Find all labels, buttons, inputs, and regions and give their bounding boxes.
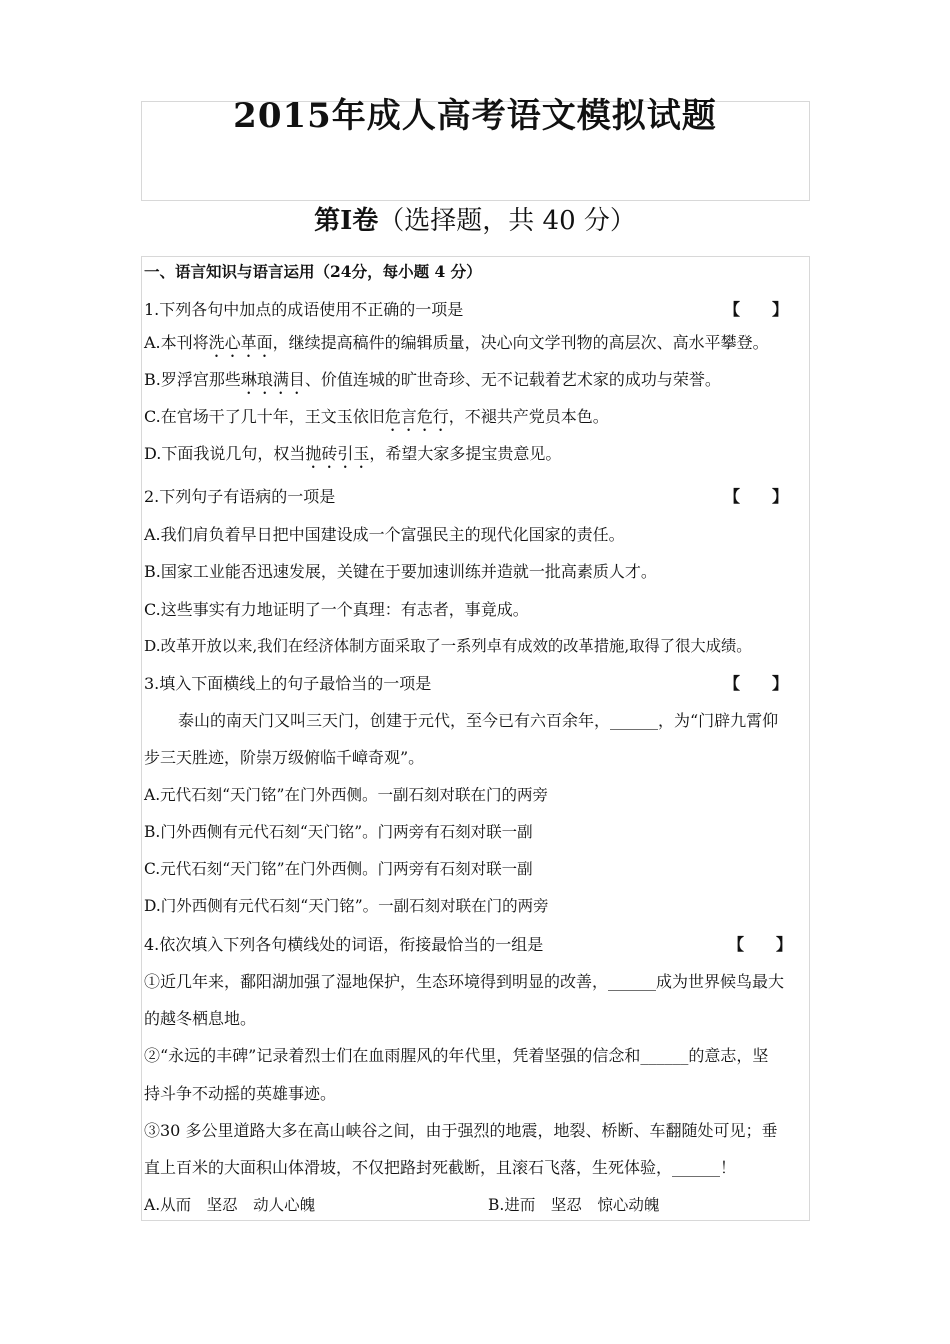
- page-title: 2015年成人高考语文模拟试题: [233, 96, 717, 136]
- question-3-passage-line2: 步三天胜迹，阶崇万级俯临千嶂奇观”。: [144, 748, 425, 767]
- answer-bracket-4: 【 】: [728, 935, 793, 954]
- question-4-stem: 4.依次填入下列各句横线处的词语，衔接最恰当的一组是: [144, 935, 544, 954]
- part-heading: [0, 200, 950, 237]
- question-4-option-b: B.进而 坚忍 惊心动魄: [488, 1196, 660, 1214]
- question-4-sentence-1: ①近几年来，鄱阳湖加强了湿地保护，生态环境得到明显的改善，______成为世界候鸟最大: [144, 972, 785, 991]
- question-1-option-a: [144, 330, 769, 361]
- answer-bracket-3: 【 】: [724, 674, 789, 693]
- question-3-passage-line1: 泰山的南天门又叫三天门，创建于元代，至今已有六百余年，______，为“门辟九霄仰: [178, 711, 779, 730]
- question-4-sentence-1-cont: 的越冬栖息地。: [144, 1009, 257, 1028]
- option-text: B.罗浮宫那些: [144, 370, 241, 389]
- question-2-option-b: B.国家工业能否迅速发展，关键在于要加速训练并造就一批高素质人才。: [144, 562, 657, 581]
- question-4-option-a: A.从而 坚忍 动人心魄: [144, 1196, 316, 1214]
- option-text: ，希望大家多提宝贵意见。: [369, 444, 562, 463]
- question-2-option-c: C.这些事实有力地证明了一个真理：有志者，事竟成。: [144, 600, 529, 619]
- part-note: （选择题，共 40 分）: [378, 206, 636, 236]
- answer-bracket-2: 【 】: [724, 487, 789, 506]
- dotted-idiom: 危言危行: [384, 407, 449, 426]
- option-text: 、价值连城的旷世奇珍、无不记载着艺术家的成功与荣誉。: [304, 370, 721, 389]
- question-3-stem: 3.填入下面横线上的句子最恰当的一项是: [144, 674, 432, 693]
- question-3-option-b: B.门外西侧有元代石刻“天门铭”。门两旁有石刻对联一副: [144, 823, 533, 841]
- question-3-option-c: C.元代石刻“天门铭”在门外西侧。门两旁有石刻对联一副: [144, 860, 533, 878]
- section-heading: 一、语言知识与语言运用（24分，每小题 4 分）: [144, 262, 482, 281]
- question-4-sentence-2: ②“永远的丰碑”记录着烈士们在血雨腥风的年代里，凭着坚强的信念和______的意志，坚: [144, 1046, 769, 1065]
- question-4-sentence-2-cont: 持斗争不动摇的英雄事迹。: [144, 1084, 337, 1103]
- question-4-sentence-3: ③30 多公里道路大多在高山峡谷之间，由于强烈的地震，地裂、桥断、车翻随处可见；垂: [144, 1121, 778, 1140]
- dotted-idiom: 琳琅满目: [240, 370, 305, 389]
- content-frame: [141, 256, 810, 1221]
- question-1-option-b: [144, 367, 721, 398]
- option-text: C.在官场干了几十年，王文玉依旧: [144, 407, 385, 426]
- question-2-option-a: A.我们肩负着早日把中国建设成一个富强民主的现代化国家的责任。: [144, 525, 625, 544]
- question-3-option-a: A.元代石刻“天门铭”在门外西侧。一副石刻对联在门的两旁: [144, 786, 548, 804]
- option-text: D.下面我说几句，权当: [144, 444, 306, 463]
- dotted-idiom: 洗心革面: [208, 333, 273, 352]
- part-label: 第Ⅰ卷: [314, 206, 379, 236]
- question-1-option-d: [144, 441, 561, 472]
- option-text: A.本刊将: [144, 333, 209, 352]
- question-1-stem: 1.下列各句中加点的成语使用不正确的一项是: [144, 300, 464, 319]
- option-text: ，继续提高稿件的编辑质量，决心向文学刊物的高层次、高水平攀登。: [272, 333, 769, 352]
- answer-bracket-1: 【 】: [724, 300, 789, 319]
- question-2-option-d: D.改革开放以来,我们在经济体制方面采取了一系列卓有成效的改革措施,取得了很大成绩。: [144, 637, 752, 655]
- question-1-option-c: [144, 404, 609, 435]
- option-text: ，不褪共产党员本色。: [448, 407, 609, 426]
- dotted-idiom: 抛砖引玉: [305, 444, 370, 463]
- question-4-sentence-3-cont: 直上百米的大面积山体滑坡，不仅把路封死截断，且滚石飞落，生死体验，______！: [144, 1158, 737, 1177]
- question-3-option-d: D.门外西侧有元代石刻“天门铭”。一副石刻对联在门的两旁: [144, 897, 549, 915]
- question-2-stem: 2.下列句子有语病的一项是: [144, 487, 336, 506]
